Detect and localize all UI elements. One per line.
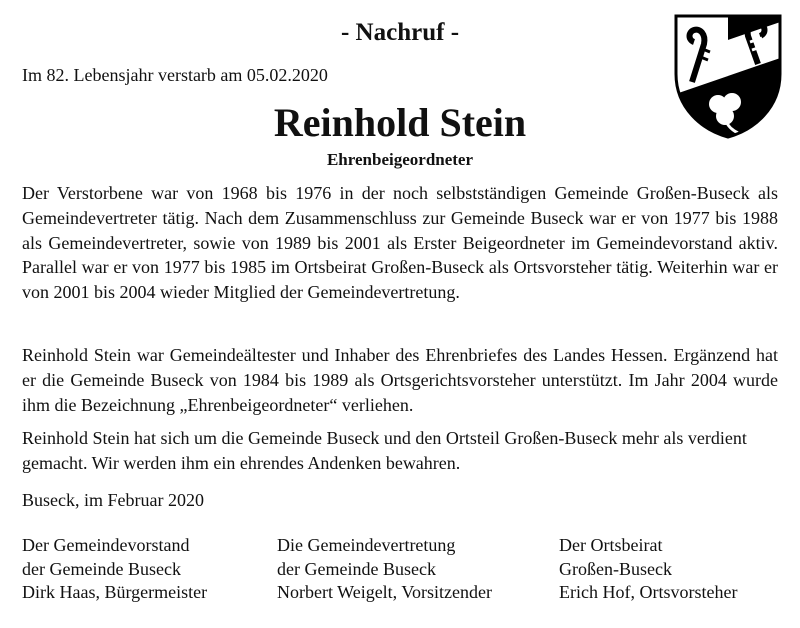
signature-line: der Gemeinde Buseck (22, 558, 181, 579)
notice-heading: - Nachruf - (340, 19, 460, 46)
paragraph-honors: Reinhold Stein war Gemeindeältester und Inhaber des Ehrenbriefes des Landes Hessen. Ergänzend hat er die Gemeinde Buseck von 1984 bis 1989 als Ortsgerichtsvorsteher unterstützt. Im Jahr 2004 wurde ihm die Bezeichnung „Ehrenbeigeordneter“ verliehen. (22, 345, 778, 415)
honorary-title: Ehrenbeigeordneter (326, 150, 474, 169)
paragraph-tribute: Reinhold Stein hat sich um die Gemeinde Buseck und den Ortsteil Großen-Buseck mehr als verdient gemacht. Wir werden ihm ein ehrendes Andenken bewahren. (22, 428, 747, 473)
signature-block-municipal-assembly (277, 534, 492, 605)
place-date-line: Buseck, im Februar 2020 (22, 490, 204, 510)
deceased-name: Reinhold Stein (273, 100, 527, 145)
paragraph-career: Der Verstorbene war von 1968 bis 1976 in der noch selbstständigen Gemeinde Großen-Buseck als Gemeindevertreter tätig. Nach dem Zusammenschluss zur Gemeinde Buseck war er von 1977 bis 1988 als Gemeindevertreter, sowie von 1989 bis 2001 als Erster Beigeordneter im Gemeindevorstand aktiv. Parallel war er von 1977 bis 1985 im Ortsbeirat Großen-Buseck als Ortsvorsteher tätig. Weiterhin war er von 2001 bis 2004 wieder Mitglied der Gemeindevertretung. (22, 183, 778, 303)
signature-signer: Erich Hof, Ortsvorsteher (559, 582, 738, 602)
intro-line: Im 82. Lebensjahr verstarb am 05.02.2020 (22, 65, 328, 85)
signature-signer: Norbert Weigelt, Vorsitzender (277, 582, 492, 602)
signature-line: Der Ortsbeirat (559, 535, 663, 555)
signature-signer: Dirk Haas, Bürgermeister (22, 582, 208, 602)
signature-block-council-executive (22, 534, 207, 605)
signature-line: Der Gemeindevorstand (22, 535, 190, 555)
signature-line: Die Gemeindevertretung (277, 535, 456, 555)
signature-line: der Gemeinde Buseck (277, 558, 436, 579)
signature-block-local-council (559, 534, 737, 605)
signature-line: Großen-Buseck (559, 558, 672, 579)
